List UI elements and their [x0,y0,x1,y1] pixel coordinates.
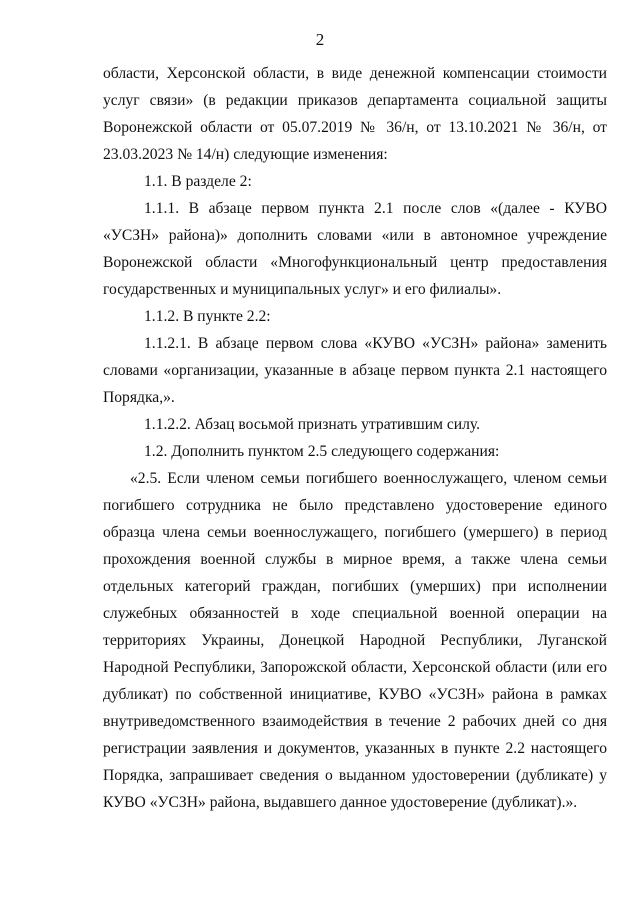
paragraph-1-1: 1.1. В разделе 2: [144,173,252,190]
paragraph-1-1-1: 1.1.1. В абзаце первом пункта 2.1 после слов «(далее - КУВО «УСЗН» района)» дополнить словами «или в автономное учреждение Воронежской области «Многофункциональный центр предоставления государственных и муниципальных услуг» и его филиалы». [103,200,607,298]
paragraph-intro-continuation: области, Херсонской области, в виде денежной компенсации стоимости услуг связи» (в редакции приказов департамента социальной защиты Воронежской области от 05.07.2019 № 36/н, от 13.10.2021 № 36/н, от 23.03.2023 № 14/н) следующие изменения: [103,65,607,163]
paragraph-2-5-quote: «2.5. Если членом семьи погибшего военнослужащего, членом семьи погибшего сотрудника не было представлено удостоверение единого образца члена семьи военнослужащего, погибшего (умершего) в период прохождения военной службы в мирное время, а также члена семьи отдельных категорий граждан, погибших (умерших) при исполнении служебных обязанностей в ходе специальной военной операции на территориях Украины, Донецкой Народной Республики, Луганской Народной Республики, Запорожской области, Херсонской области (или его дубликат) по собственной инициативе, КУВО «УСЗН» района в рамках внутриведомственного взаимодействия в течение 2 рабочих дней со дня регистрации заявления и документов, указанных в пункте 2.2 настоящего Порядка, запрашивает сведения о выданном удостоверении (дубликате) у КУВО «УСЗН» района, выдавшего данное удостоверение (дубликат).». [103,470,607,811]
paragraph-1-2: 1.2. Дополнить пунктом 2.5 следующего содержания: [144,443,500,460]
paragraph-1-1-2-2: 1.1.2.2. Абзац восьмой признать утратившим силу. [144,416,481,433]
document-body [103,60,607,816]
paragraph-1-1-2-1: 1.1.2.1. В абзаце первом слова «КУВО «УСЗН» района» заменить словами «организации, указанные в абзаце первом пункта 2.1 настоящего Порядка,». [103,335,607,406]
paragraph-1-1-2: 1.1.2. В пункте 2.2: [144,308,271,325]
page-number: 2 [315,30,325,49]
